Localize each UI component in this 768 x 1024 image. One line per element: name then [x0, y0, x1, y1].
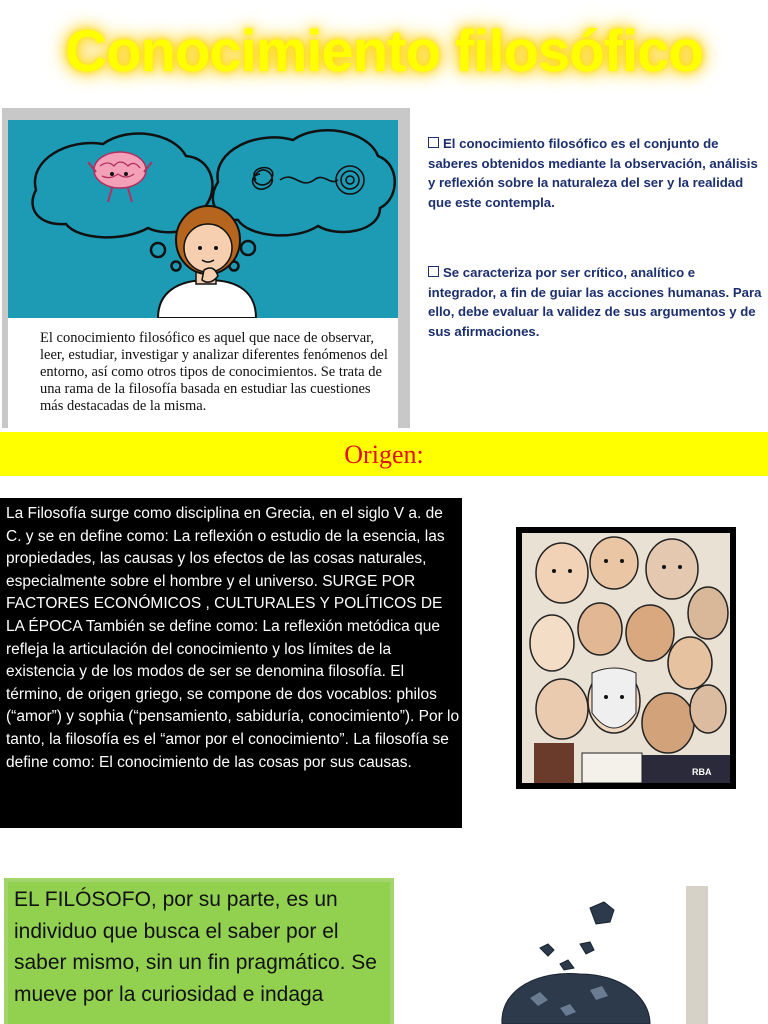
rba-label: RBA — [692, 767, 712, 777]
philosopher-text: EL FILÓSOFO, por su parte, es un individuo que busca el saber por el saber mismo, sin un fin pragmático. Se mueve por la curiosidad e indaga — [14, 888, 377, 1006]
checkbox-bullet-icon — [428, 266, 439, 277]
origin-heading: Origen: — [344, 440, 424, 469]
checkbox-bullet-icon — [428, 137, 439, 148]
bullet-text: Se caracteriza por ser crítico, analítico e integrador, a fin de guiar las acciones humanas. Para ello, debe evaluar la validez de sus argumentos y de sus afirmaciones. — [428, 265, 762, 339]
bullet-characteristics — [428, 263, 763, 341]
philosophers-caricature-image — [522, 533, 730, 783]
thinking-girl-illustration — [8, 120, 398, 318]
page-title: Conocimiento filosófico — [65, 19, 703, 84]
illustration-caption: El conocimiento filosófico es aquel que nace de observar, leer, estudiar, investigar y analizar diferentes fenómenos del entorno, así como otros tipos de conocimientos. Se trata de una rama de la filosofía basada en estudiar las cuestiones más destacadas de la misma. — [40, 330, 388, 414]
floating-rock-head-image — [430, 878, 710, 1024]
origin-text: La Filosofía surge como disciplina en Grecia, en el siglo V a. de C. y se en define como: La reflexión o estudio de la esencia, las propiedades, las causas y los efectos de las cosas naturales, especialmente sobre el hombre y el universo. SURGE POR FACTORES ECONÓMICOS , CULTURALES Y POLÍTICOS DE LA ÉPOCA También se define como: La reflexión metódica que refleja la articulación del conocimiento y los límites de la existencia y de los modos de ser se denomina filosofía. El término, de origen griego, se compone de dos vocablos: philos (“amor”) y sophia (“pensamiento, sabiduría, conocimiento”). Por lo tanto, la filosofía es el “amor por el conocimiento”. La filosofía se define como: El conocimiento de las cosas por sus causas. — [6, 505, 460, 771]
bullet-text: El conocimiento filosófico es el conjunto de saberes obtenidos mediante la observación, análisis y reflexión sobre la naturaleza del ser y la realidad que este contempla. — [428, 136, 758, 210]
bullet-definition — [428, 134, 763, 212]
